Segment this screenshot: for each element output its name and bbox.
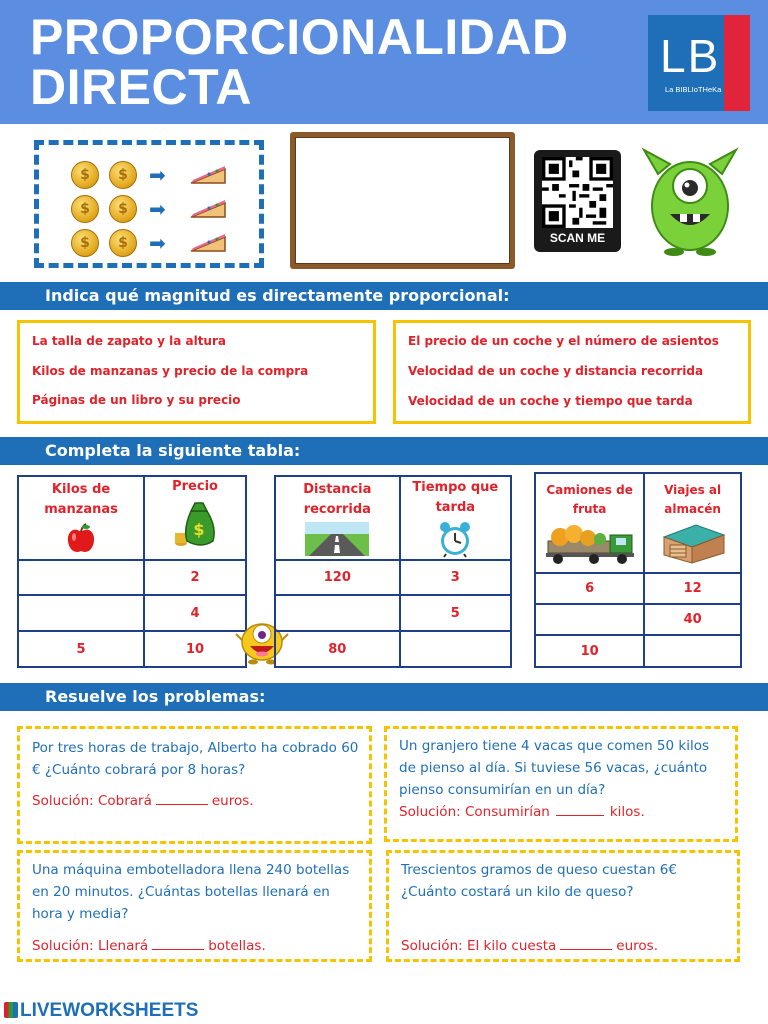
coin-icon: $ <box>109 195 137 223</box>
header-kilos-label: Kilos de manzanas <box>44 482 118 517</box>
table-cell: 3 <box>400 560 511 595</box>
table-header-cell <box>18 476 144 560</box>
road-icon <box>305 522 369 556</box>
header-tiempo-label: Tiempo que tarda <box>412 480 499 515</box>
option-item[interactable]: Velocidad de un coche y distancia recorrida <box>408 364 704 378</box>
fruit-truck-icon <box>544 521 636 565</box>
problem-text: Un granjero tiene 4 vacas que comen 50 kilos de pienso al día. Si tuviese 56 vacas, ¿cuánto pienso consumirían en un día? <box>399 738 709 798</box>
section-bar-identify <box>0 282 768 310</box>
table-header-cell <box>144 476 246 560</box>
lb-logo <box>648 15 750 111</box>
whiteboard-video-area[interactable] <box>290 132 515 269</box>
section-title-table: Completa la siguiente tabla: <box>45 441 301 460</box>
table-cell-input[interactable] <box>18 560 144 595</box>
arrow-right-icon: ➡ <box>149 197 166 221</box>
apple-icon <box>64 522 98 556</box>
coin-icon: $ <box>109 229 137 257</box>
option-item[interactable]: El precio de un coche y el número de asientos <box>408 334 719 348</box>
coin-icon: $ <box>71 195 99 223</box>
qr-code-icon <box>542 157 613 228</box>
solution-prefix: Solución: El kilo cuesta <box>401 938 557 954</box>
answer-input[interactable] <box>556 802 604 816</box>
answer-input[interactable] <box>560 936 612 950</box>
coin-icon: $ <box>109 161 137 189</box>
table-cell: 4 <box>144 595 246 631</box>
solution-suffix: euros. <box>211 793 254 809</box>
problem-box-3 <box>17 850 372 962</box>
table-header-cell <box>644 473 741 573</box>
cake-slice-icon <box>189 231 227 253</box>
svg-text:$: $ <box>193 520 205 539</box>
table-cell-input[interactable] <box>535 604 644 635</box>
header-camiones-label: Camiones de fruta <box>546 483 633 516</box>
options-box-right <box>393 320 751 424</box>
table-cell: 6 <box>535 573 644 604</box>
problem-box-2 <box>384 726 738 842</box>
table-cell: 80 <box>275 631 400 667</box>
header-banner <box>0 0 768 124</box>
header-viajes-label: Viajes al almacén <box>664 483 722 516</box>
problem-solution <box>32 935 266 957</box>
table-apples-price <box>17 475 247 668</box>
green-monster-icon <box>640 144 740 256</box>
qr-code[interactable] <box>534 150 621 252</box>
problem-solution <box>399 801 645 823</box>
arrow-right-icon: ➡ <box>149 231 166 255</box>
coins-to-cake-example <box>34 140 264 268</box>
solution-suffix: euros. <box>616 938 658 954</box>
option-item[interactable]: Velocidad de un coche y tiempo que tarda <box>408 394 693 408</box>
section-bar-problems <box>0 683 768 711</box>
table-header-cell <box>400 476 511 560</box>
section-title-problems: Resuelve los problemas: <box>45 687 266 706</box>
problem-box-4 <box>386 850 740 962</box>
table-cell-input[interactable] <box>18 595 144 631</box>
cake-slice-icon <box>189 197 227 219</box>
logo-letters: LB <box>660 30 721 82</box>
table-trucks-trips <box>534 472 742 668</box>
arrow-right-icon: ➡ <box>149 163 166 187</box>
table-cell: 40 <box>644 604 741 635</box>
footer-brand-label: LIVEWORKSHEETS <box>20 1000 199 1021</box>
problem-solution <box>32 790 254 812</box>
money-bag-icon <box>173 499 217 549</box>
header-distancia-label: Distancia recorrida <box>303 482 372 517</box>
table-cell: 120 <box>275 560 400 595</box>
page-title-line2: DIRECTA <box>30 59 253 115</box>
table-header-cell <box>535 473 644 573</box>
answer-input[interactable] <box>156 791 208 805</box>
solution-suffix: botellas. <box>208 938 266 954</box>
warehouse-icon <box>658 521 728 565</box>
table-header-cell <box>275 476 400 560</box>
answer-input[interactable] <box>152 936 204 950</box>
scan-me-label: SCAN ME <box>549 231 606 245</box>
page-title-line1: PROPORCIONALIDAD <box>30 9 569 65</box>
footer-brand[interactable] <box>4 1000 198 1022</box>
option-item[interactable]: La talla de zapato y la altura <box>32 334 226 348</box>
table-cell: 12 <box>644 573 741 604</box>
problem-text: Una máquina embotelladora llena 240 botellas en 20 minutos. ¿Cuántas botellas llenará en hora y media? <box>32 862 350 922</box>
cake-slice-icon <box>189 163 227 185</box>
problem-box-1 <box>17 726 372 844</box>
option-item[interactable]: Páginas de un libro y su precio <box>32 393 241 407</box>
logo-subtitle: La BIBLIoTHeKa <box>665 85 722 94</box>
alarm-clock-icon <box>436 520 474 558</box>
table-cell: 2 <box>144 560 246 595</box>
table-cell: 10 <box>144 631 246 667</box>
solution-prefix: Solución: Cobrará <box>32 793 152 809</box>
table-cell: 5 <box>18 631 144 667</box>
table-cell: 10 <box>535 635 644 667</box>
solution-prefix: Solución: Llenará <box>32 938 149 954</box>
table-distance-time <box>274 475 512 668</box>
problem-text: Por tres horas de trabajo, Alberto ha cobrado 60 € ¿Cuánto cobrará por 8 horas? <box>32 740 359 778</box>
solution-suffix: kilos. <box>609 804 645 820</box>
header-precio-label: Precio <box>172 479 218 494</box>
problem-solution <box>401 935 658 957</box>
section-title-identify: Indica qué magnitud es directamente proporcional: <box>45 286 510 305</box>
problem-text: Trescientos gramos de queso cuestan 6€ ¿Cuánto costará un kilo de queso? <box>401 862 677 900</box>
solution-prefix: Solución: Consumirían <box>399 804 550 820</box>
coin-icon: $ <box>71 229 99 257</box>
table-cell-input[interactable] <box>400 631 511 667</box>
table-cell: 5 <box>400 595 511 631</box>
coin-icon: $ <box>71 161 99 189</box>
option-item[interactable]: Kilos de manzanas y precio de la compra <box>32 364 309 378</box>
table-cell-input[interactable] <box>644 635 741 667</box>
table-cell-input[interactable] <box>275 595 400 631</box>
section-bar-table <box>0 437 768 465</box>
options-box-left <box>17 320 376 424</box>
liveworksheets-logo-icon <box>4 1002 18 1018</box>
